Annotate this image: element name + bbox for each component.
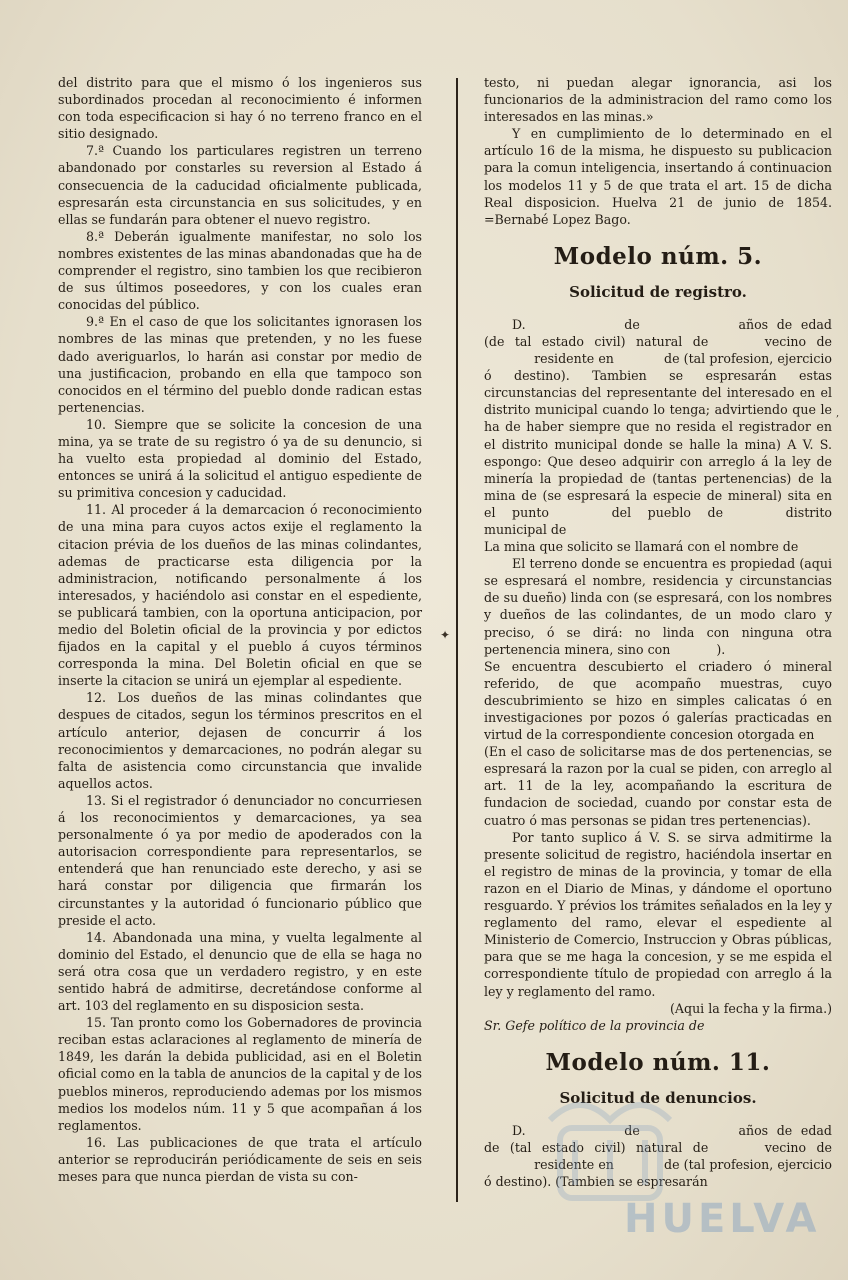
form-text: de: [624, 316, 640, 332]
form-text: D.: [512, 1122, 526, 1138]
form-text: El terreno donde se encuentra es propiedad (aqui se espresará el nombre, residencia y circunstancias de su dueño) linda con (se espresará, con los nombres y dueños de las colindantes, de un modo claro y preciso, ó se dirá: no linda con ninguna otra pertenencia minera, sino con: [484, 556, 832, 657]
form-paragraph: [484, 316, 832, 538]
addressee-line: Sr. Gefe político de la provincia de: [484, 1017, 705, 1033]
paragraph: 7.ª Cuando los particulares registren un terreno abandonado por constarles su reversion al Estado á consecuencia de la caducidad oficialmente publicada, espresarán esta circunstancia en sus solicitudes, y en ellas se fundarán para obtener el nuevo registro.: [58, 143, 422, 227]
margin-tick-icon: ,: [836, 408, 840, 419]
form-text: D.: [512, 316, 526, 332]
model-11-subtitle: Solicitud de denuncios.: [559, 1088, 757, 1107]
left-column: [58, 74, 422, 1185]
form-text: de: [624, 1122, 640, 1138]
form-text: años de edad de (tal estado civil) natural de: [484, 1122, 832, 1155]
paragraph: Y en cumplimiento de lo determinado en el artículo 16 de la misma, he dispuesto su publicacion para la comun inteligencia, insertando á continuacion los modelos 11 y 5 de que trata el art. 15 de dicha Real disposicion. Huelva 21 de junio de 1854. =Bernabé Lopez Bago.: [484, 126, 832, 227]
paragraph: 9.ª En el caso de que los solicitantes ignorasen los nombres de las minas que pretenden, y no les fuese dado averiguarlos, lo harán asi constar por medio de una justificacion, probando en ella que tampoco son conocidos en el término del pueblo donde radican estas pertenencias.: [58, 314, 422, 415]
form-text: de (tal profesion, ejercicio ó destino). Tambien se espresarán estas circunstancias del representante del interesado en el distrito municipal cuando lo tenga; advirtiendo que le ha de haber siempre que no resida el registrador en el distrito municipal donde se halle la mina) A V. S. espongo: Que deseo adquirir con arreglo á la ley de minería la propiedad de (tantas pertenencias) de la mina de (se espresará la especie de mineral) sita en el punto: [484, 351, 832, 520]
form-paragraph: [484, 1122, 832, 1190]
form-text: años de edad (de tal estado civil) natural de: [484, 316, 832, 349]
paragraph: del distrito para que el mismo ó los ingenieros sus subordinados procedan al reconocimiento é informen con toda especificacion si hay ó no terreno franco en el sitio designado.: [58, 75, 422, 142]
model-5-subtitle: Solicitud de registro.: [569, 282, 747, 301]
model-5-title: Modelo núm. 5.: [553, 242, 763, 270]
paragraph: 12. Los dueños de las minas colindantes que despues de citados, segun los términos prescritos en el artículo anterior, dejasen de concurrir á los reconocimientos y demarcaciones, no podrán alegar su falta de asistencia como circunstancia que invalide aquellos actos.: [58, 690, 422, 791]
paragraph: 10. Siempre que se solicite la concesion de una mina, ya se trate de su registro ó ya de su denuncio, si ha vuelto esta propiedad al dominio del Estado, entonces se unirá á la solicitud el antiguo espediente de su primitiva concesion y caducidad.: [58, 416, 422, 501]
margin-mark-icon: ✦: [440, 628, 451, 642]
form-text: distrito municipal de: [484, 504, 832, 537]
paragraph: 16. Las publicaciones de que trata el artículo anterior se reproducirán periódicamente de seis en seis meses para que nunca pierdan de vista su con-: [58, 1134, 422, 1184]
form-text: ).: [716, 641, 726, 657]
form-paragraph: (En el caso de solicitarse mas de dos pertenencias, se espresará la razon por la cual se piden, con arreglo al art. 11 de la ley, acompañando la escritura de fundacion de sociedad, cuando por constar esta de cuatro ó mas personas se pidan tres pertenencias).: [484, 744, 832, 828]
form-text: vecino de: [764, 333, 832, 349]
form-paragraph: [484, 555, 832, 658]
paragraph: testo, ni puedan alegar ignorancia, asi los funcionarios de la administracion del ramo como los interesados en las minas.»: [484, 75, 832, 125]
form-text: residente en: [534, 351, 614, 367]
signature-line: (Aqui la fecha y la firma.): [670, 1000, 832, 1016]
column-divider: [456, 78, 458, 1202]
paragraph: 15. Tan pronto como los Gobernadores de provincia reciban estas aclaraciones al reglamento de minería de 1849, les darán la debida publicidad, asi en el Boletin oficial como en la tabla de anuncios de la capital y de los pueblos mineros, reproduciendo ademas por los mismos medios los modelos núm. 11 y 5 que acompañan á los reglamentos.: [58, 1015, 422, 1133]
form-paragraph: Se encuentra descubierto el criadero ó mineral referido, de que acompaño muestras, cuyo descubrimiento se hizo en simples calicatas ó en investigaciones por pozos ó galerías practicadas en virtud de la correspondiente concesion otorgada en: [484, 658, 832, 743]
form-text: de (tal profesion, ejercicio ó destino). (Tambien se espresarán: [484, 1156, 832, 1190]
paragraph: 13. Si el registrador ó denunciador no concurriesen á los reconocimientos y demarcaciones, ya sea personalmente ó ya por medio de apoderados con la autorisacion correspondiente para representarlos, se entenderá que han renunciado este derecho, y asi se hará constar por diligencia que firmarán los circunstantes y la autoridad ó funcionario público que preside el acto.: [58, 792, 422, 928]
form-text: vecino de: [764, 1139, 832, 1155]
right-column: [484, 74, 832, 1190]
paragraph: 11. Al proceder á la demarcacion ó reconocimiento de una mina para cuyos actos exije el reglamento la citacion prévia de los dueños de las minas colindantes, ademas de practicarse esta diligencia por la administracion, notificando personalmente á los interesados, y haciéndolo asi constar en el espediente, se publicará tambien, con la oportuna anticipacion, por medio del Boletin oficial de la provincia y por edictos fijados en la capital y el pueblo á cuyos términos corresponda la mina. Del Boletin oficial en que se inserte la citacion se unirá un ejemplar al espediente.: [58, 502, 422, 689]
watermark-text: HUELVA: [624, 1196, 821, 1242]
form-paragraph: Por tanto suplico á V. S. se sirva admitirme la presente solicitud de registro, haciéndola insertar en el registro de minas de la provincia, y tomar de ella razon en el Diario de Minas, y dándome el oportuno resguardo. Y prévios los trámites señalados en la ley y reglamento del ramo, elevar el espediente al Ministerio de Comercio, Instruccion y Obras públicas, para que se me haga la concesion, y se me espida el correspondiente título de propiedad con arreglo á la ley y reglamento del ramo.: [484, 829, 832, 999]
paragraph: 14. Abandonada una mina, y vuelta legalmente al dominio del Estado, el denuncio que de ella se haga no será otra cosa que un verdadero registro, y en este sentido habrá de admitirse, decretándose conforme al art. 103 del reglamento en su disposicion sesta.: [58, 929, 422, 1014]
form-paragraph: La mina que solicito se llamará con el nombre de: [484, 539, 799, 555]
model-11-title: Modelo núm. 11.: [545, 1048, 771, 1076]
form-text: del pueblo de: [611, 504, 724, 520]
paragraph: 8.ª Deberán igualmente manifestar, no solo los nombres existentes de las minas abandonadas que ha de comprender el registro, sino tambien los que recibieron de sus últimos poseedores, y con los cuales eran conocidas del público.: [58, 228, 422, 313]
form-text: residente en: [534, 1156, 614, 1172]
